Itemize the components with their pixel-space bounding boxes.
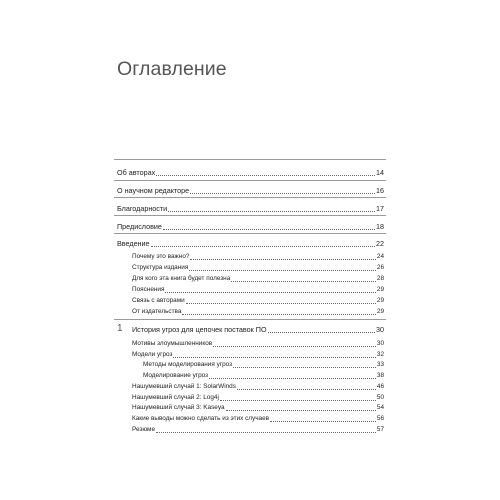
toc-entry-label: История угроз для цепочек поставок ПО bbox=[132, 325, 267, 334]
toc-entry-label: Модели угроз bbox=[132, 351, 173, 358]
toc-entry-label: Для кого эта книга будет полезна bbox=[132, 275, 231, 282]
toc-entry-modeling-methods[interactable] bbox=[143, 359, 384, 370]
toc-entry-page: 29 bbox=[376, 297, 384, 304]
leader-dots bbox=[268, 325, 375, 333]
leader-dots bbox=[209, 371, 376, 379]
toc-entry-case-solarwinds[interactable] bbox=[132, 381, 384, 392]
toc-entry-page: 30 bbox=[376, 325, 384, 334]
leader-dots bbox=[163, 222, 375, 230]
toc-entry-structure[interactable] bbox=[132, 262, 384, 273]
toc-entry-page: 24 bbox=[376, 253, 384, 260]
toc-entry-label: О научном редакторе bbox=[117, 186, 190, 195]
toc-entry-label: Связь с авторами bbox=[132, 297, 185, 304]
leader-dots bbox=[182, 307, 375, 315]
toc-entry-label: Структура издания bbox=[132, 264, 189, 271]
toc-entry-notes[interactable] bbox=[132, 284, 384, 295]
page-title: Оглавление bbox=[117, 58, 227, 80]
toc-entry-conclusions[interactable] bbox=[132, 413, 384, 424]
toc-entry-audience[interactable] bbox=[132, 273, 384, 284]
toc-entry-page: 28 bbox=[376, 275, 384, 282]
toc-entry-motives[interactable] bbox=[132, 338, 384, 349]
leader-dots bbox=[237, 382, 376, 390]
toc-entry-page: 18 bbox=[376, 222, 384, 231]
toc-entry-why-important[interactable] bbox=[132, 251, 384, 262]
toc-entry-label: Почему это важно? bbox=[132, 253, 190, 260]
leader-dots bbox=[190, 186, 375, 194]
toc-entry-label: От издательства bbox=[132, 308, 182, 315]
toc-entry-contact-authors[interactable] bbox=[132, 295, 384, 306]
toc-entry-label: Моделирование угроз bbox=[143, 372, 209, 379]
toc-entry-page: 46 bbox=[376, 383, 384, 390]
toc-entry-page: 26 bbox=[376, 264, 384, 271]
toc-entry-label: Пояснения bbox=[132, 286, 165, 293]
toc-entry-chapter-1[interactable] bbox=[132, 324, 384, 335]
toc-entry-introduction[interactable] bbox=[117, 238, 384, 249]
toc-entry-publisher[interactable] bbox=[132, 306, 384, 317]
toc-entry-label: Предисловие bbox=[117, 222, 162, 231]
toc-entry-page: 38 bbox=[376, 372, 384, 379]
leader-dots bbox=[220, 393, 376, 401]
leader-dots bbox=[168, 204, 375, 212]
divider bbox=[114, 159, 386, 160]
leader-dots bbox=[190, 252, 375, 260]
divider bbox=[114, 233, 386, 234]
toc-entry-page: 17 bbox=[376, 204, 384, 213]
toc-entry-authors[interactable] bbox=[117, 167, 384, 178]
leader-dots bbox=[233, 360, 376, 368]
leader-dots bbox=[270, 414, 376, 422]
leader-dots bbox=[165, 285, 375, 293]
toc-entry-threat-modeling[interactable] bbox=[143, 370, 384, 381]
leader-dots bbox=[189, 263, 376, 271]
leader-dots bbox=[226, 403, 376, 411]
chapter-number: 1 bbox=[117, 323, 123, 334]
toc-entry-label: Введение bbox=[117, 239, 150, 248]
toc-entry-label: Резюме bbox=[132, 426, 155, 433]
divider bbox=[114, 197, 386, 198]
toc-entry-page: 57 bbox=[376, 426, 384, 433]
leader-dots bbox=[173, 350, 375, 358]
toc-entry-page: 33 bbox=[376, 361, 384, 368]
toc-entry-page: 50 bbox=[376, 394, 384, 401]
toc-entry-page: 30 bbox=[376, 340, 384, 347]
toc-entry-label: Благодарности bbox=[117, 204, 168, 213]
divider bbox=[114, 180, 386, 181]
toc-entry-page: 22 bbox=[376, 239, 384, 248]
toc-entry-acknowledgements[interactable] bbox=[117, 203, 384, 214]
toc-entry-case-kaseya[interactable] bbox=[132, 402, 384, 413]
toc-entry-label: Нашумевший случай 1: SolarWinds bbox=[132, 383, 236, 390]
toc-entry-label: Мотивы злоумышленников bbox=[132, 340, 213, 347]
toc-entry-label: Методы моделирования угроз bbox=[143, 361, 233, 368]
leader-dots bbox=[151, 239, 375, 247]
leader-dots bbox=[231, 274, 376, 282]
toc-entry-page: 32 bbox=[376, 351, 384, 358]
toc-entry-science-editor[interactable] bbox=[117, 185, 384, 196]
toc-entry-label: Нашумевший случай 3: Kaseya bbox=[132, 404, 225, 411]
toc-entry-page: 14 bbox=[376, 168, 384, 177]
toc-entry-label: Нашумевший случай 2: Log4j bbox=[132, 394, 219, 401]
toc-entry-label: Какие выводы можно сделать из этих случаев bbox=[132, 415, 270, 422]
toc-entry-page: 29 bbox=[376, 286, 384, 293]
toc-entry-page: 29 bbox=[376, 308, 384, 315]
leader-dots bbox=[156, 168, 375, 176]
toc-entry-page: 56 bbox=[376, 415, 384, 422]
toc-entry-preface[interactable] bbox=[117, 221, 384, 232]
leader-dots bbox=[186, 296, 376, 304]
divider bbox=[114, 215, 386, 216]
toc-entry-summary[interactable] bbox=[132, 424, 384, 435]
toc-entry-page: 16 bbox=[376, 186, 384, 195]
leader-dots bbox=[156, 425, 376, 433]
leader-dots bbox=[213, 339, 376, 347]
divider bbox=[114, 319, 386, 320]
toc-entry-label: Об авторах bbox=[117, 168, 156, 177]
toc-entry-page: 54 bbox=[376, 404, 384, 411]
